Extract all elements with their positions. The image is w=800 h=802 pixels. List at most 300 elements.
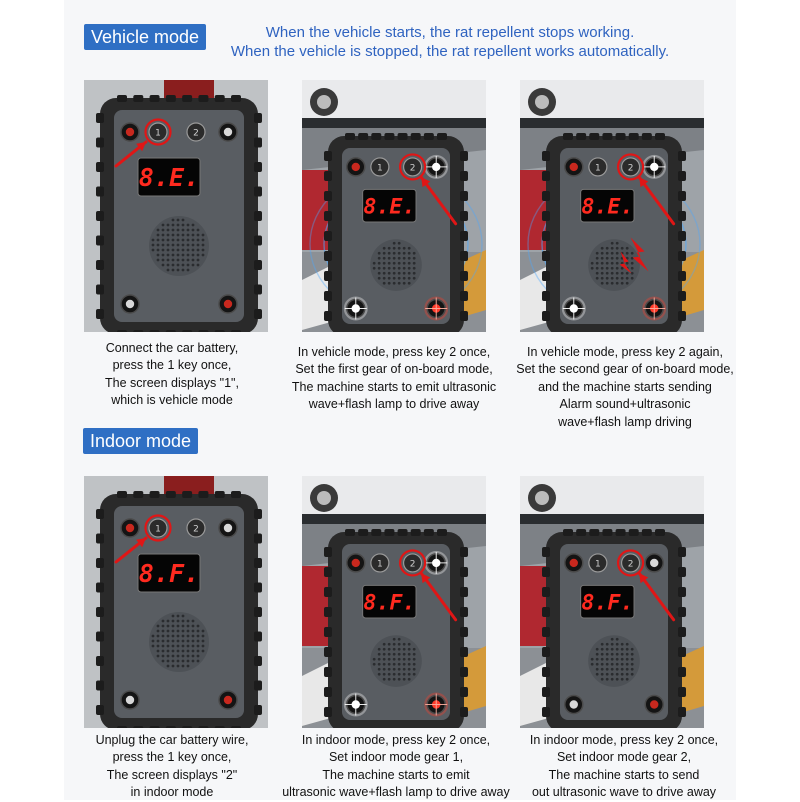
frame-grip bbox=[96, 534, 104, 544]
frame-grip bbox=[324, 567, 332, 577]
speaker-hole bbox=[177, 655, 180, 658]
speaker-hole bbox=[606, 663, 609, 666]
speaker-hole bbox=[162, 244, 165, 247]
white-led bbox=[126, 300, 134, 308]
speaker-hole bbox=[177, 229, 180, 232]
speaker-hole bbox=[172, 620, 175, 623]
speaker-hole bbox=[182, 224, 185, 227]
speaker-hole bbox=[616, 678, 619, 681]
speaker-grille bbox=[370, 239, 422, 291]
speaker-hole bbox=[177, 640, 180, 643]
frame-grip bbox=[182, 491, 192, 498]
speaker-grille bbox=[588, 635, 640, 687]
speaker-hole bbox=[162, 660, 165, 663]
speaker-hole bbox=[606, 277, 609, 280]
speaker-hole bbox=[388, 673, 391, 676]
speaker-hole bbox=[616, 242, 619, 245]
frame-grip bbox=[576, 529, 586, 536]
speaker-hole bbox=[197, 645, 200, 648]
speaker-hole bbox=[596, 668, 599, 671]
speaker-hole bbox=[373, 267, 376, 270]
lcd-readout: 8.E. bbox=[138, 163, 200, 193]
speaker-hole bbox=[378, 673, 381, 676]
speaker-hole bbox=[177, 620, 180, 623]
speaker-hole bbox=[403, 668, 406, 671]
indoor-step-1-caption bbox=[52, 732, 292, 802]
speaker-hole bbox=[611, 247, 614, 250]
speaker-hole bbox=[398, 262, 401, 265]
caption-line: Set the second gear of on-board mode, bbox=[516, 362, 734, 377]
frame-grip bbox=[254, 187, 262, 197]
speaker-hole bbox=[388, 663, 391, 666]
lcd-readout: 8.E. bbox=[363, 194, 416, 220]
frame-grip bbox=[424, 529, 434, 536]
speaker-hole bbox=[413, 658, 416, 661]
speaker-hole bbox=[621, 658, 624, 661]
speaker-hole bbox=[192, 660, 195, 663]
frame-grip bbox=[96, 113, 104, 123]
speaker-hole bbox=[162, 249, 165, 252]
speaker-hole bbox=[621, 648, 624, 651]
speaker-hole bbox=[621, 247, 624, 250]
speaker-hole bbox=[616, 282, 619, 285]
speaker-hole bbox=[631, 277, 634, 280]
speaker-hole bbox=[393, 653, 396, 656]
speaker-hole bbox=[388, 257, 391, 260]
speaker-hole bbox=[182, 650, 185, 653]
white-led bbox=[126, 696, 134, 704]
frame-grip bbox=[384, 133, 394, 140]
vehicle-step-2-image bbox=[302, 80, 486, 332]
frame-grip bbox=[437, 529, 447, 536]
speaker-hole bbox=[202, 645, 205, 648]
red-led bbox=[352, 559, 360, 567]
vehicle-step-3-caption bbox=[505, 344, 745, 431]
speaker-hole bbox=[413, 262, 416, 265]
frame-grip bbox=[198, 491, 208, 498]
speaker-hole bbox=[596, 252, 599, 255]
speaker-hole bbox=[152, 249, 155, 252]
frame-grip bbox=[678, 667, 686, 677]
speaker-hole bbox=[197, 259, 200, 262]
speaker-hole bbox=[398, 648, 401, 651]
speaker-hole bbox=[626, 262, 629, 265]
speaker-hole bbox=[192, 620, 195, 623]
speaker-hole bbox=[197, 239, 200, 242]
speaker-hole bbox=[157, 640, 160, 643]
speaker-hole bbox=[177, 660, 180, 663]
speaker-hole bbox=[616, 277, 619, 280]
key-1-label: 1 bbox=[377, 163, 383, 174]
speaker-hole bbox=[378, 663, 381, 666]
speaker-grille bbox=[370, 635, 422, 687]
speaker-hole bbox=[172, 630, 175, 633]
frame-grip bbox=[384, 529, 394, 536]
speaker-hole bbox=[388, 272, 391, 275]
speaker-hole bbox=[616, 673, 619, 676]
speaker-hole bbox=[197, 244, 200, 247]
frame-grip bbox=[563, 133, 573, 140]
speaker-hole bbox=[383, 653, 386, 656]
vehicle-step-1-caption bbox=[52, 340, 292, 410]
speaker-hole bbox=[172, 665, 175, 668]
speaker-hole bbox=[393, 668, 396, 671]
speaker-hole bbox=[413, 252, 416, 255]
speaker-hole bbox=[616, 247, 619, 250]
speaker-hole bbox=[167, 620, 170, 623]
speaker-hole bbox=[383, 678, 386, 681]
frame-grip bbox=[117, 330, 127, 332]
speaker-hole bbox=[192, 655, 195, 658]
speaker-hole bbox=[373, 663, 376, 666]
speaker-hole bbox=[167, 635, 170, 638]
speaker-hole bbox=[596, 267, 599, 270]
frame-grip bbox=[542, 607, 550, 617]
speaker-hole bbox=[177, 234, 180, 237]
frame-grip bbox=[678, 271, 686, 281]
red-led bbox=[570, 163, 578, 171]
speaker-hole bbox=[403, 272, 406, 275]
frame-grip bbox=[254, 211, 262, 221]
frame-grip bbox=[345, 529, 355, 536]
lcd-readout: 8.F. bbox=[138, 559, 200, 589]
frame-grip bbox=[166, 95, 176, 102]
speaker-hole bbox=[398, 643, 401, 646]
speaker-hole bbox=[601, 262, 604, 265]
speaker-hole bbox=[383, 277, 386, 280]
speaker-hole bbox=[626, 643, 629, 646]
frame-grip bbox=[215, 491, 225, 498]
speaker-hole bbox=[626, 653, 629, 656]
speaker-hole bbox=[398, 257, 401, 260]
speaker-hole bbox=[167, 660, 170, 663]
speaker-hole bbox=[413, 272, 416, 275]
speaker-hole bbox=[393, 262, 396, 265]
frame-grip bbox=[678, 547, 686, 557]
speaker-hole bbox=[403, 643, 406, 646]
frame-grip bbox=[642, 529, 652, 536]
frame-grip bbox=[542, 151, 550, 161]
speaker-hole bbox=[197, 264, 200, 267]
frame-grip bbox=[678, 311, 686, 321]
speaker-hole bbox=[172, 264, 175, 267]
frame-grip bbox=[460, 311, 468, 321]
speaker-hole bbox=[157, 625, 160, 628]
speaker-hole bbox=[621, 673, 624, 676]
speaker-hole bbox=[388, 668, 391, 671]
speaker-hole bbox=[621, 272, 624, 275]
speaker-hole bbox=[162, 234, 165, 237]
speaker-hole bbox=[621, 678, 624, 681]
frame-grip bbox=[460, 251, 468, 261]
speaker-hole bbox=[606, 282, 609, 285]
frame-grip bbox=[96, 656, 104, 666]
speaker-hole bbox=[591, 658, 594, 661]
speaker-hole bbox=[403, 252, 406, 255]
speaker-hole bbox=[202, 630, 205, 633]
frame-grip bbox=[254, 656, 262, 666]
red-led bbox=[650, 700, 658, 708]
indoor-step-3-image bbox=[520, 476, 704, 728]
frame-grip bbox=[460, 707, 468, 717]
speaker-hole bbox=[157, 234, 160, 237]
speaker-hole bbox=[197, 660, 200, 663]
frame-grip bbox=[254, 583, 262, 593]
speaker-hole bbox=[177, 244, 180, 247]
speaker-hole bbox=[162, 264, 165, 267]
frame-grip bbox=[678, 151, 686, 161]
speaker-hole bbox=[601, 658, 604, 661]
speaker-hole bbox=[162, 259, 165, 262]
speaker-hole bbox=[601, 678, 604, 681]
speaker-hole bbox=[408, 267, 411, 270]
speaker-hole bbox=[413, 648, 416, 651]
speaker-hole bbox=[177, 259, 180, 262]
speaker-hole bbox=[393, 643, 396, 646]
speaker-hole bbox=[157, 635, 160, 638]
speaker-hole bbox=[408, 262, 411, 265]
frame-grip bbox=[96, 607, 104, 617]
speaker-hole bbox=[202, 234, 205, 237]
speaker-hole bbox=[162, 625, 165, 628]
frame-grip bbox=[460, 231, 468, 241]
speaker-hole bbox=[616, 267, 619, 270]
speaker-hole bbox=[403, 277, 406, 280]
speaker-hole bbox=[626, 247, 629, 250]
frame-grip bbox=[424, 133, 434, 140]
frame-grip bbox=[254, 113, 262, 123]
speaker-hole bbox=[152, 635, 155, 638]
speaker-hole bbox=[378, 262, 381, 265]
speaker-hole bbox=[167, 254, 170, 257]
speaker-hole bbox=[172, 645, 175, 648]
speaker-hole bbox=[601, 267, 604, 270]
speaker-hole bbox=[601, 247, 604, 250]
speaker-hole bbox=[393, 678, 396, 681]
speaker-hole bbox=[167, 640, 170, 643]
speaker-hole bbox=[182, 665, 185, 668]
speaker-hole bbox=[601, 282, 604, 285]
frame-grip bbox=[150, 330, 160, 332]
frame-grip bbox=[678, 607, 686, 617]
frame-grip bbox=[254, 309, 262, 319]
frame-grip bbox=[133, 330, 143, 332]
speaker-hole bbox=[616, 648, 619, 651]
lcd-readout: 8.F. bbox=[363, 590, 416, 616]
speaker-hole bbox=[202, 254, 205, 257]
speaker-hole bbox=[192, 249, 195, 252]
speaker-hole bbox=[596, 277, 599, 280]
speaker-hole bbox=[383, 262, 386, 265]
frame-grip bbox=[324, 627, 332, 637]
speaker-hole bbox=[177, 615, 180, 618]
frame-grip bbox=[460, 587, 468, 597]
speaker-hole bbox=[197, 249, 200, 252]
speaker-hole bbox=[197, 640, 200, 643]
speaker-hole bbox=[616, 663, 619, 666]
frame-grip bbox=[254, 558, 262, 568]
frame-grip bbox=[655, 133, 665, 140]
speaker-hole bbox=[631, 663, 634, 666]
speaker-hole bbox=[398, 653, 401, 656]
speaker-hole bbox=[383, 668, 386, 671]
white-led bbox=[570, 700, 578, 708]
frame-grip bbox=[324, 587, 332, 597]
frame-grip bbox=[460, 687, 468, 697]
frame-grip bbox=[254, 236, 262, 246]
caption-line: In vehicle mode, press key 2 once, bbox=[297, 345, 491, 359]
speaker-hole bbox=[197, 635, 200, 638]
indoor-step-2-caption bbox=[276, 732, 516, 802]
frame-grip bbox=[182, 726, 192, 728]
frame-grip bbox=[678, 191, 686, 201]
speaker-hole bbox=[172, 259, 175, 262]
speaker-grille bbox=[588, 239, 640, 291]
speaker-hole bbox=[182, 244, 185, 247]
speaker-hole bbox=[192, 650, 195, 653]
speaker-hole bbox=[408, 648, 411, 651]
speaker-hole bbox=[596, 663, 599, 666]
frame-grip bbox=[542, 211, 550, 221]
frame-grip bbox=[460, 291, 468, 301]
frame-grip bbox=[460, 567, 468, 577]
speaker-hole bbox=[202, 244, 205, 247]
frame-grip bbox=[678, 211, 686, 221]
speaker-hole bbox=[167, 264, 170, 267]
speaker-hole bbox=[167, 239, 170, 242]
speaker-hole bbox=[187, 630, 190, 633]
speaker-hole bbox=[378, 653, 381, 656]
vehicle-step-1-image bbox=[84, 80, 268, 332]
speaker-hole bbox=[403, 267, 406, 270]
speaker-hole bbox=[596, 648, 599, 651]
frame-grip bbox=[678, 231, 686, 241]
speaker-hole bbox=[611, 643, 614, 646]
speaker-hole bbox=[596, 257, 599, 260]
speaker-hole bbox=[408, 643, 411, 646]
speaker-hole bbox=[606, 643, 609, 646]
speaker-hole bbox=[167, 650, 170, 653]
speaker-hole bbox=[167, 259, 170, 262]
speaker-hole bbox=[182, 219, 185, 222]
speaker-hole bbox=[601, 648, 604, 651]
frame-grip bbox=[324, 707, 332, 717]
frame-grip bbox=[198, 726, 208, 728]
speaker-hole bbox=[177, 665, 180, 668]
speaker-hole bbox=[596, 272, 599, 275]
speaker-hole bbox=[611, 277, 614, 280]
garage-beam bbox=[520, 118, 704, 128]
speaker-hole bbox=[403, 648, 406, 651]
frame-grip bbox=[133, 491, 143, 498]
speaker-hole bbox=[383, 663, 386, 666]
frame-grip bbox=[198, 330, 208, 332]
frame-grip bbox=[358, 133, 368, 140]
speaker-hole bbox=[601, 668, 604, 671]
speaker-hole bbox=[606, 267, 609, 270]
vehicle-step-3-image bbox=[520, 80, 704, 332]
speaker-hole bbox=[192, 244, 195, 247]
caption-line: The screen displays "1", bbox=[105, 375, 239, 390]
speaker-hole bbox=[611, 658, 614, 661]
speaker-hole bbox=[616, 257, 619, 260]
frame-grip bbox=[542, 687, 550, 697]
speaker-hole bbox=[606, 272, 609, 275]
speaker-hole bbox=[408, 282, 411, 285]
frame-grip bbox=[324, 311, 332, 321]
caption-line: Alarm sound+ultrasonic bbox=[559, 397, 691, 412]
caption-line: In vehicle mode, press key 2 again, bbox=[527, 345, 723, 359]
description-line: When the vehicle starts, the rat repellent stops working. bbox=[265, 24, 635, 41]
frame-grip bbox=[254, 285, 262, 295]
frame-grip bbox=[133, 95, 143, 102]
frame-grip bbox=[150, 95, 160, 102]
frame-grip bbox=[182, 95, 192, 102]
frame-grip bbox=[542, 667, 550, 677]
speaker-hole bbox=[398, 658, 401, 661]
speaker-hole bbox=[611, 262, 614, 265]
caption-line: wave+flash lamp to drive away bbox=[308, 397, 480, 412]
speaker-hole bbox=[187, 254, 190, 257]
frame-grip bbox=[371, 133, 381, 140]
caption-line: wave+flash lamp driving bbox=[558, 414, 692, 429]
frame-grip bbox=[324, 251, 332, 261]
speaker-hole bbox=[182, 645, 185, 648]
speaker-hole bbox=[388, 252, 391, 255]
speaker-hole bbox=[606, 257, 609, 260]
speaker-hole bbox=[167, 625, 170, 628]
speaker-hole bbox=[182, 625, 185, 628]
frame-grip bbox=[542, 311, 550, 321]
frame-grip bbox=[150, 726, 160, 728]
speaker-hole bbox=[162, 640, 165, 643]
speaker-hole bbox=[398, 277, 401, 280]
speaker-hole bbox=[621, 663, 624, 666]
speaker-hole bbox=[167, 655, 170, 658]
white-led bbox=[224, 128, 232, 136]
speaker-hole bbox=[383, 673, 386, 676]
frame-grip bbox=[678, 687, 686, 697]
speaker-hole bbox=[192, 640, 195, 643]
frame-grip bbox=[460, 171, 468, 181]
speaker-hole bbox=[606, 247, 609, 250]
lcd-readout: 8.E. bbox=[581, 194, 634, 220]
speaker-hole bbox=[596, 653, 599, 656]
key-1-label: 1 bbox=[595, 559, 601, 570]
speaker-hole bbox=[388, 267, 391, 270]
speaker-hole bbox=[202, 249, 205, 252]
speaker-hole bbox=[383, 267, 386, 270]
speaker-hole bbox=[398, 673, 401, 676]
frame-grip bbox=[678, 291, 686, 301]
speaker-hole bbox=[398, 267, 401, 270]
frame-grip bbox=[371, 529, 381, 536]
frame-grip bbox=[542, 291, 550, 301]
speaker-hole bbox=[378, 658, 381, 661]
speaker-hole bbox=[162, 239, 165, 242]
speaker-hole bbox=[192, 234, 195, 237]
frame-grip bbox=[96, 632, 104, 642]
speaker-hole bbox=[601, 272, 604, 275]
caption-line: In indoor mode, press key 2 once, bbox=[529, 733, 719, 747]
caption-line: The machine starts to emit bbox=[322, 767, 470, 782]
speaker-hole bbox=[631, 252, 634, 255]
frame-grip bbox=[642, 133, 652, 140]
speaker-hole bbox=[177, 625, 180, 628]
speaker-hole bbox=[413, 663, 416, 666]
speaker-hole bbox=[172, 640, 175, 643]
speaker-hole bbox=[157, 244, 160, 247]
